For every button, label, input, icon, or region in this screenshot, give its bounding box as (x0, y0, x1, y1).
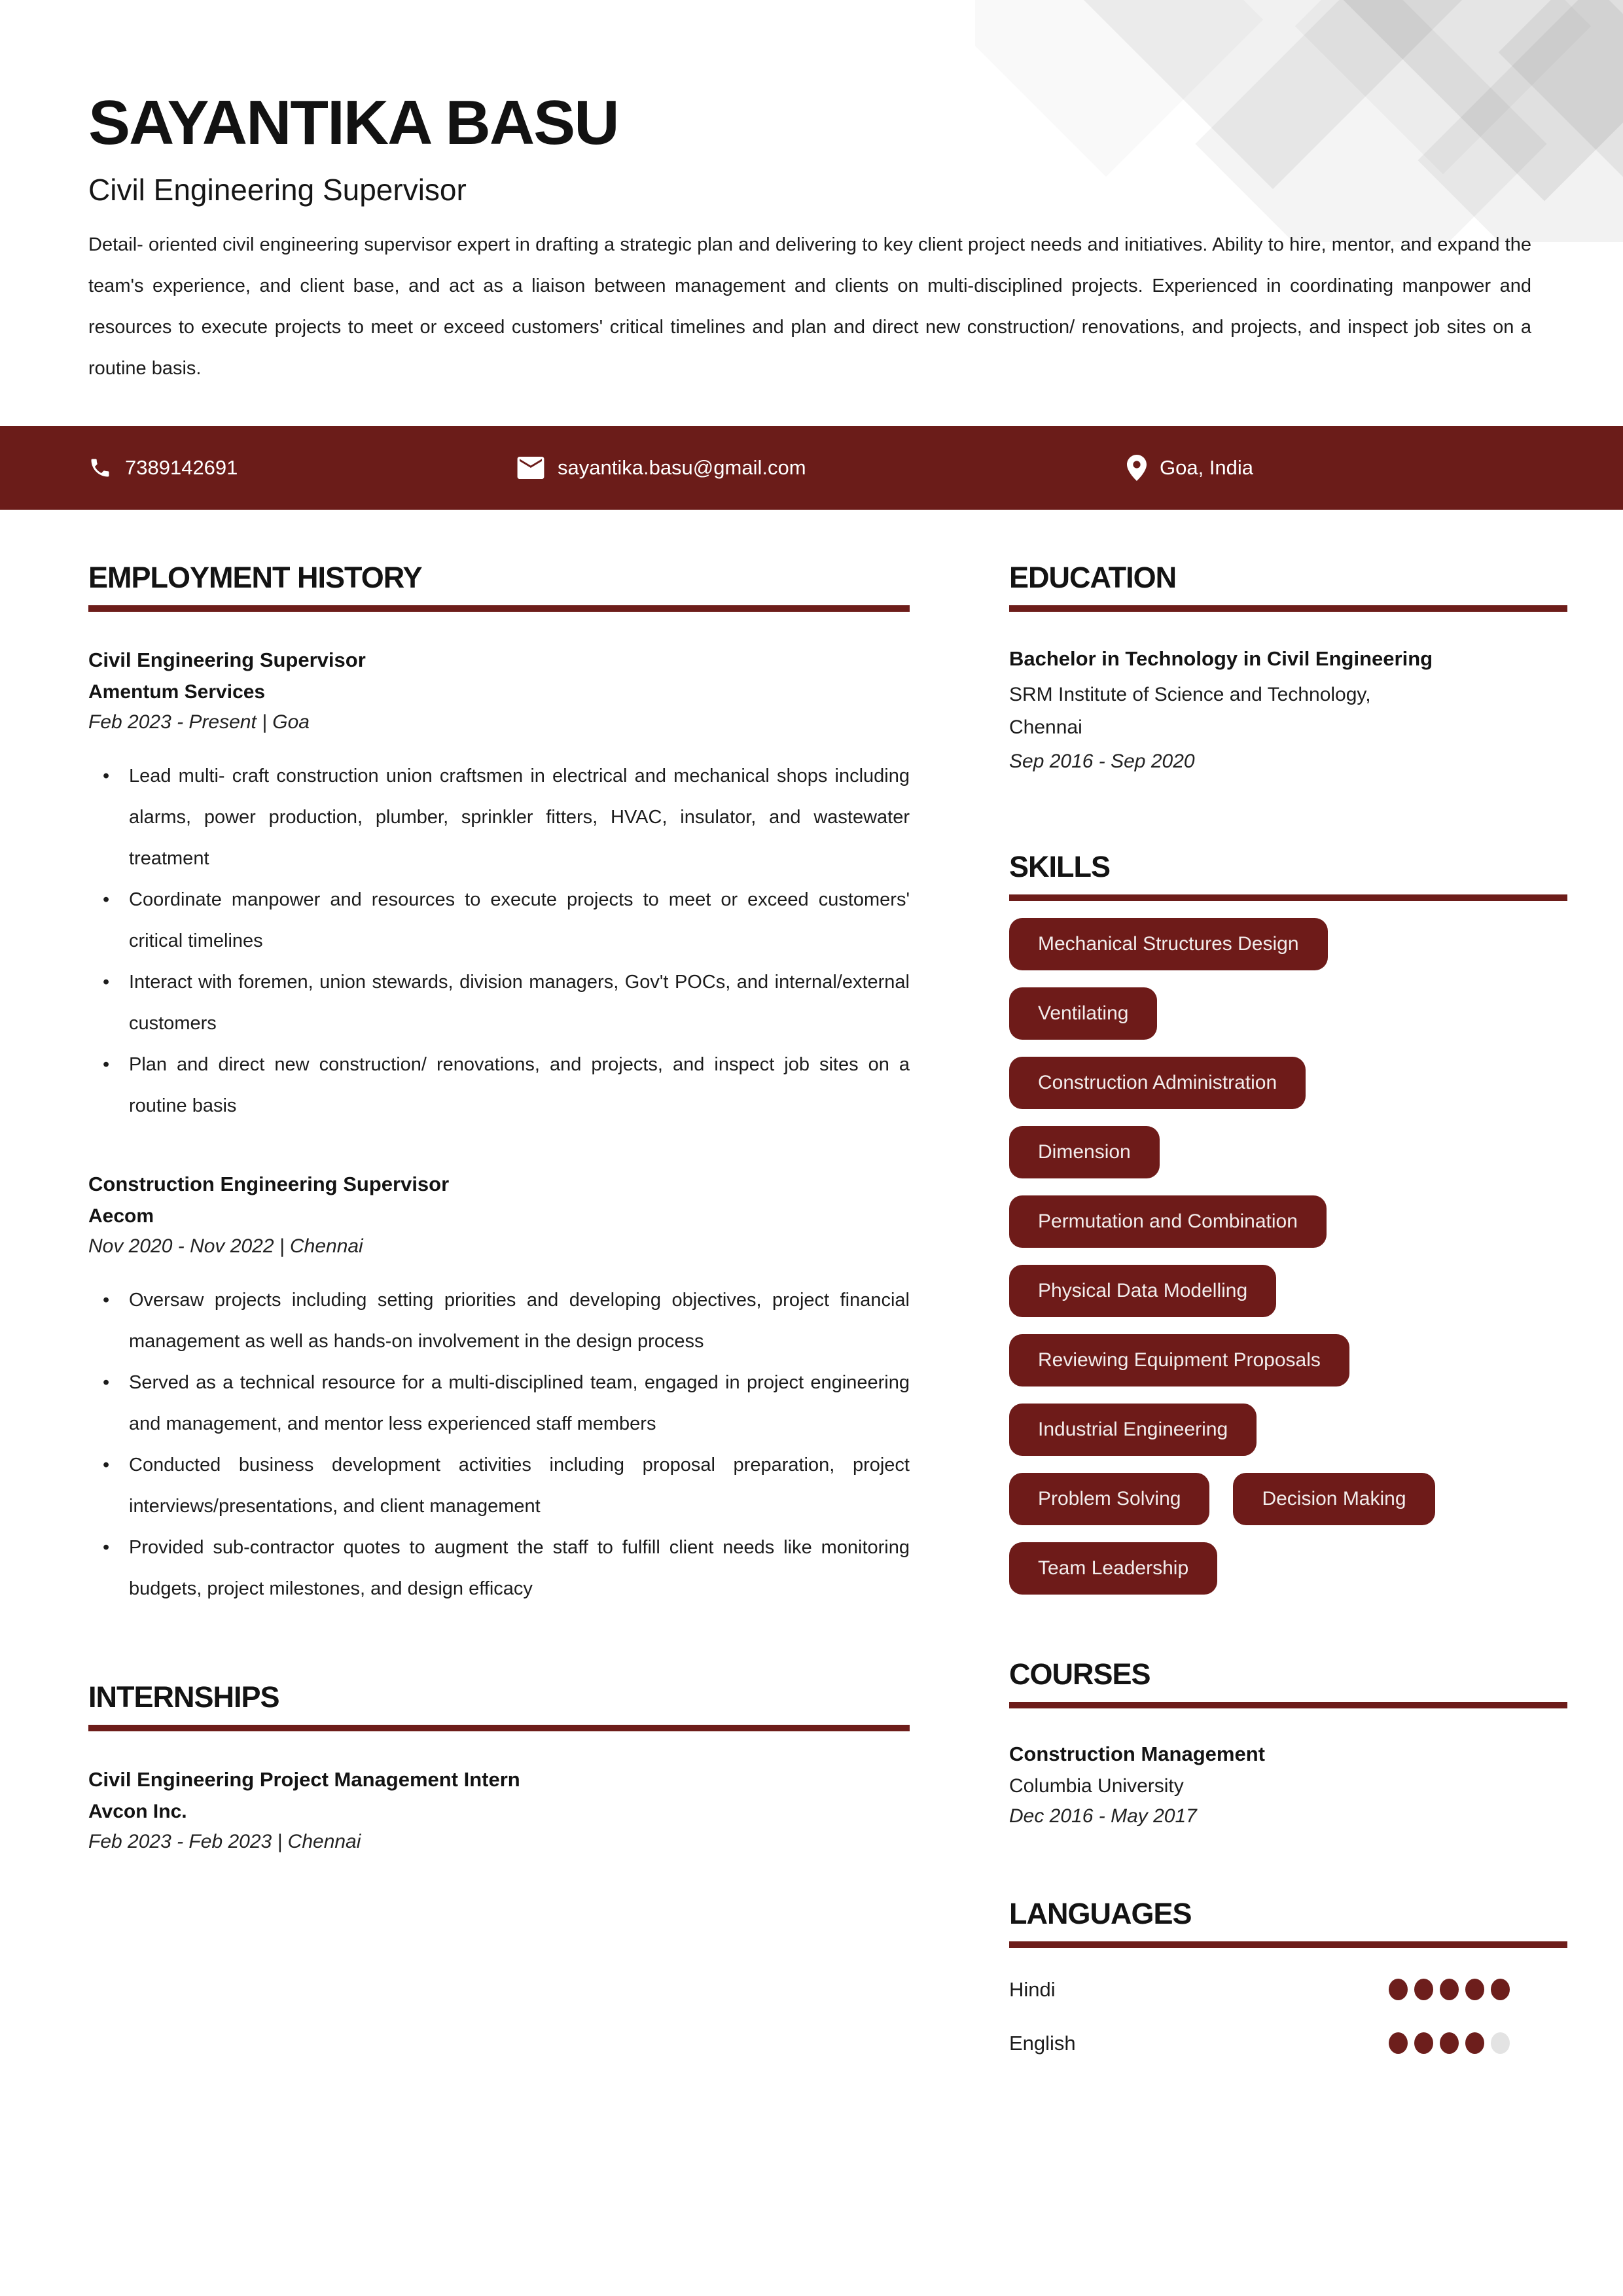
education-heading: EDUCATION (1009, 560, 1177, 594)
skill-pill: Permutation and Combination (1009, 1195, 1327, 1248)
main-columns (0, 561, 1623, 2055)
language-level-dots (1389, 1979, 1510, 2000)
course-school: Columbia University (1009, 1775, 1184, 1797)
internships-heading: INTERNSHIPS (88, 1680, 279, 1714)
skills-section (1009, 850, 1567, 1595)
section-underline (88, 605, 910, 612)
course-name: Construction Management (1009, 1742, 1265, 1765)
job-entry (88, 1173, 910, 1610)
job-bullet: • Provided sub-contractor quotes to augment the staff to fulfill client needs like monitoring budgets, project milestones, and design efficacy (88, 1527, 910, 1610)
section-underline (1009, 605, 1567, 612)
language-level-dot (1491, 1979, 1510, 2000)
section-underline (1009, 894, 1567, 901)
employment-history-heading: EMPLOYMENT HISTORY (88, 560, 422, 594)
skill-pill: Mechanical Structures Design (1009, 918, 1328, 970)
map-pin-icon (1127, 455, 1147, 481)
job-title: Civil Engineering Supervisor (88, 648, 366, 671)
education-date: Sep 2016 - Sep 2020 (1009, 750, 1195, 772)
skill-pill: Construction Administration (1009, 1057, 1306, 1109)
envelope-icon (517, 457, 544, 479)
internship-entry (88, 1768, 910, 1853)
candidate-job-title: Civil Engineering Supervisor (88, 172, 467, 207)
language-name: English (1009, 2031, 1076, 2055)
skill-pill: Reviewing Equipment Proposals (1009, 1334, 1349, 1386)
skill-pill: Industrial Engineering (1009, 1404, 1257, 1456)
contact-email[interactable] (517, 426, 806, 510)
language-row (1009, 2032, 1567, 2055)
language-level-dot (1414, 1979, 1433, 2000)
language-level-dot (1440, 1979, 1459, 2000)
job-bullet-list (88, 756, 910, 1127)
job-company: Aecom (88, 1205, 154, 1227)
languages-section (1009, 1897, 1567, 2055)
internships-section (88, 1680, 910, 1853)
section-underline (1009, 1941, 1567, 1948)
language-level-dot (1389, 2032, 1408, 2054)
phone-icon (88, 456, 112, 480)
skills-heading: SKILLS (1009, 849, 1111, 883)
employment-history-section (88, 561, 910, 1610)
language-level-dot (1414, 2032, 1433, 2054)
skill-pill: Physical Data Modelling (1009, 1265, 1276, 1317)
skill-pill: Dimension (1009, 1126, 1160, 1178)
job-bullet: • Plan and direct new construction/ renovations, and projects, and inspect job sites on a routine basis (88, 1044, 910, 1127)
skill-pill: Problem Solving (1009, 1473, 1209, 1525)
profile-summary: Detail- oriented civil engineering supervisor expert in drafting a strategic plan and delivering to key client project needs and initiatives. Ability to hire, mentor, and expand the team's experience, and client base, and act as a liaison between management and clients on multi-disciplined projects. Experienced in coordinating manpower and resources to execute projects to meet or exceed customers' critical timelines and plan and direct new construction/ renovations, and projects, and inspect job sites on a routine basis. (88, 234, 1531, 379)
job-bullet: • Conducted business development activities including proposal preparation, project interviews/presentations, and client management (88, 1445, 910, 1527)
job-bullet: • Served as a technical resource for a multi-disciplined team, engaged in project engineering and management, and mentor less experienced staff members (88, 1362, 910, 1445)
section-underline (88, 1725, 910, 1731)
language-level-dot (1389, 1979, 1408, 2000)
right-column (1009, 561, 1567, 2055)
contact-phone (88, 426, 238, 510)
languages-heading: LANGUAGES (1009, 1896, 1192, 1930)
candidate-name: SAYANTIKA BASU (88, 88, 618, 158)
language-level-dot (1491, 2032, 1510, 2054)
job-bullet: • Lead multi- craft construction union craftsmen in electrical and mechanical shops including alarms, power production, plumber, sprinkler fitters, HVAC, insulator, and wastewater treatment (88, 756, 910, 879)
course-date: Dec 2016 - May 2017 (1009, 1805, 1197, 1827)
courses-heading: COURSES (1009, 1657, 1150, 1691)
language-level-dot (1440, 2032, 1459, 2054)
job-bullet: • Oversaw projects including setting priorities and developing objectives, project financial management as well as hands-on involvement in the design process (88, 1280, 910, 1362)
internship-title: Civil Engineering Project Management Intern (88, 1767, 520, 1791)
job-date-location: Nov 2020 - Nov 2022 | Chennai (88, 1235, 363, 1257)
job-bullet-list (88, 1280, 910, 1610)
section-underline (1009, 1702, 1567, 1708)
contact-location-value: Goa, India (1160, 455, 1254, 479)
contact-location (1127, 426, 1253, 510)
education-section (1009, 561, 1567, 773)
contact-bar (0, 426, 1623, 510)
courses-section (1009, 1657, 1567, 1828)
language-level-dot (1465, 2032, 1484, 2054)
language-level-dot (1465, 1979, 1484, 2000)
skill-pill: Decision Making (1233, 1473, 1435, 1525)
contact-phone-value: 7389142691 (125, 455, 238, 479)
job-bullet: • Interact with foremen, union stewards, division managers, Gov't POCs, and internal/external customers (88, 962, 910, 1044)
skills-list (1009, 918, 1567, 1595)
internship-company: Avcon Inc. (88, 1800, 187, 1822)
internship-date-location: Feb 2023 - Feb 2023 | Chennai (88, 1830, 361, 1852)
resume-header (0, 0, 1623, 389)
language-name: Hindi (1009, 1977, 1056, 2001)
skill-pill: Team Leadership (1009, 1542, 1217, 1595)
job-company: Amentum Services (88, 680, 266, 703)
job-entry (88, 648, 910, 1127)
education-school: SRM Institute of Science and Technology, (1009, 683, 1371, 705)
contact-email-value[interactable]: sayantika.basu@gmail.com (558, 455, 806, 479)
left-column (88, 561, 910, 1853)
language-row (1009, 1978, 1567, 2002)
education-school-city: Chennai (1009, 716, 1082, 738)
job-bullet: • Coordinate manpower and resources to execute projects to meet or exceed customers' critical timelines (88, 879, 910, 962)
education-degree: Bachelor in Technology in Civil Engineering (1009, 646, 1433, 670)
skill-pill: Ventilating (1009, 987, 1157, 1040)
job-title: Construction Engineering Supervisor (88, 1172, 450, 1195)
language-level-dots (1389, 2032, 1510, 2054)
job-date-location: Feb 2023 - Present | Goa (88, 711, 310, 733)
